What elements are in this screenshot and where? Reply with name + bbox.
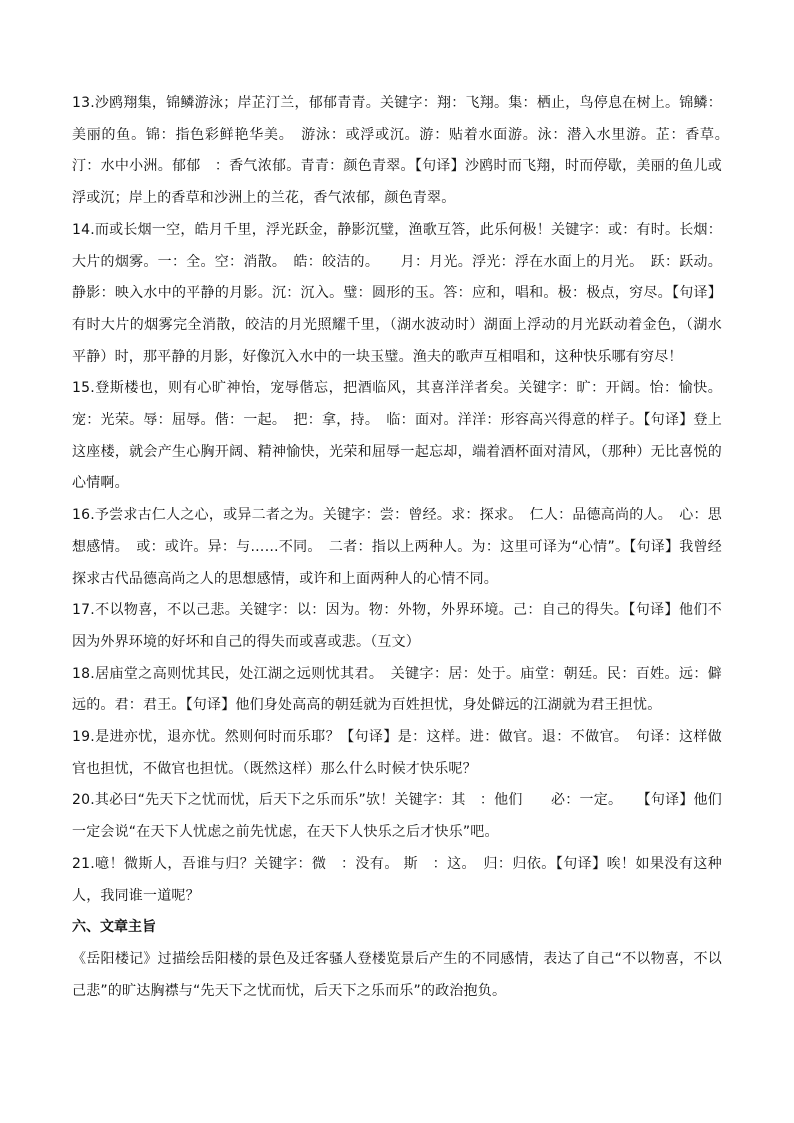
paragraph-15: 15.登斯楼也，则有心旷神怡，宠辱偕忘，把酒临风，其喜洋洋者矣。关键字：旷：开阔。怡：愉快。宠：光荣。辱：屈辱。偕：一起。 把：拿，持。 临：面对。洋洋：形容高兴得意的样子。【句译】登上这座楼，就会产生心胸开阔、精神愉快，光荣和屈辱一起忘却，端着酒杯面对清风，（那种）无比喜悦的心情啊。	[72, 380, 722, 492]
paragraph-14: 14.而或长烟一空，皓月千里，浮光跃金，静影沉璧，渔歌互答，此乐何极！关键字：或：有时。长烟：大片的烟雾。一：全。空：消散。 皓：皎洁的。 月：月光。浮光：浮在水面上的月光。 跃：跃动。静影：映入水中的平静的月影。沉：沉入。璧：圆形的玉。答：应和，唱和。极：极点，穷尽。【句译】有时大片的烟雾完全消散，皎洁的月光照耀千里，（湖水波动时）湖面上浮动的月光跃动着金色，（湖水平静）时，那平静的月影，好像沉入水中的一块玉璧。渔夫的歌声互相唱和，这种快乐哪有穷尽！	[72, 221, 722, 365]
section-heading: 六、文章主旨	[72, 919, 156, 936]
paragraph-18: 18.居庙堂之高则忧其民，处江湖之远则忧其君。 关键字：居：处于。庙堂：朝廷。民：百姓。远：僻远的。君：君王。【句译】他们身处高高的朝廷就为百姓担忧，身处僻远的江湖就为君王担忧。	[72, 665, 722, 714]
document-page	[72, 88, 737, 1007]
summary-paragraph: 《岳阳楼记》过描绘岳阳楼的景色及迁客骚人登楼览景后产生的不同感情，表达了自己“不以物喜，不以己悲”的旷达胸襟与“先天下之忧而忧，后天下之乐而乐”的政治抱负。	[72, 950, 722, 999]
paragraph-21: 21.噫！微斯人，吾谁与归？关键字：微 ：没有。 斯 ：这。 归：归依。【句译】唉！如果没有这种人，我同谁一道呢？	[72, 855, 722, 904]
paragraph-19: 19.是进亦忧，退亦忧。然则何时而乐耶？【句译】是：这样。进：做官。退：不做官。 句译：这样做官也担忧，不做官也担忧。（既然这样）那么什么时候才快乐呢？	[72, 729, 722, 777]
paragraph-20: 20.其必曰“先天下之忧而忧，后天下之乐而乐”欤！关键字：其 ：他们 必：一定。 【句译】他们一定会说“在天下人忧虑之前先忧虑，在天下人快乐之后才快乐”吧。	[72, 792, 722, 841]
paragraph-16: 16.予尝求古仁人之心，或异二者之为。关键字：尝：曾经。求：探求。 仁人：品德高尚的人。 心：思想感情。 或：或许。异：与……不同。 二者：指以上两种人。为：这里可译为“心情”。【句译】我曾经探求古代品德高尚之人的思想感情，或许和上面两种人的心情不同。	[72, 507, 722, 587]
paragraph-13: 13.沙鸥翔集，锦鳞游泳；岸芷汀兰，郁郁青青。关键字：翔：飞翔。集：栖止，鸟停息在树上。锦鳞：美丽的鱼。锦：指色彩鲜艳华美。 游泳：或浮或沉。游：贴着水面游。泳：潜入水里游。芷：香草。 汀：水中小洲。郁郁 ：香气浓郁。青青：颜色青翠。【句译】沙鸥时而飞翔，时而停歇，美丽的鱼儿或浮或沉；岸上的香草和沙洲上的兰花，香气浓郁，颜色青翠。	[72, 95, 737, 207]
paragraph-17: 17.不以物喜，不以己悲。关键字：以：因为。物：外物，外界环境。己：自己的得失。【句译】他们不因为外界环境的好坏和自己的得失而或喜或悲。（互文）	[72, 602, 722, 650]
